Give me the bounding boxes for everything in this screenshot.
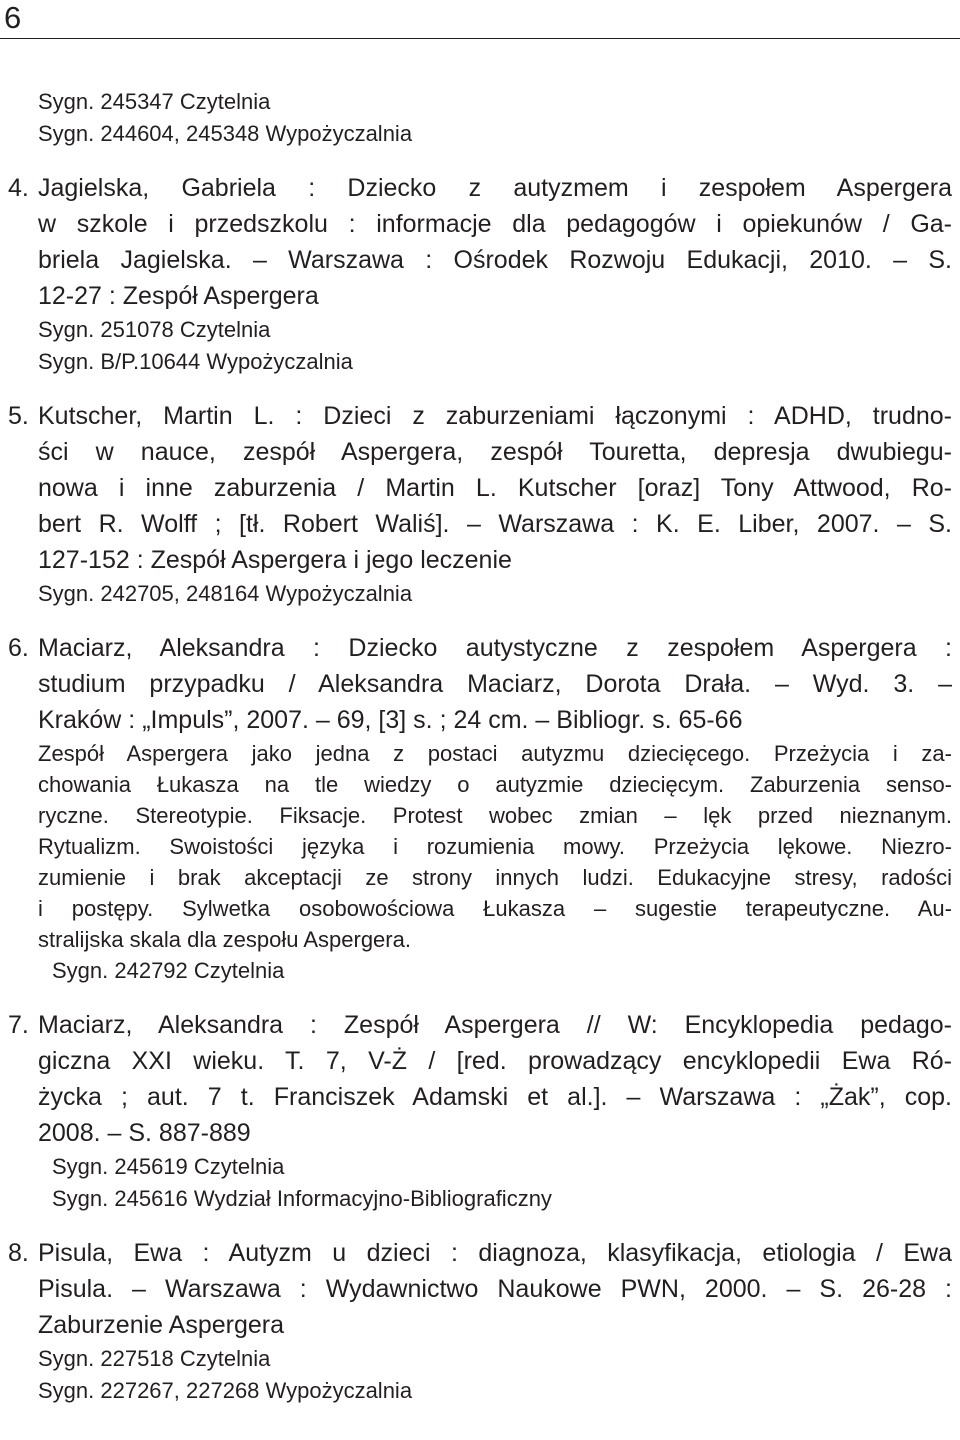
- signature-line: Sygn. 227518 Czytelnia: [38, 1346, 271, 1371]
- bibliography-list: [0, 86, 960, 1407]
- entry-number: 5.: [8, 402, 29, 430]
- entry-number: 4.: [8, 174, 29, 202]
- entry-text-line: Kutscher, Martin L. : Dzieci z zaburzeniami łączonymi : ADHD, trudno-: [38, 402, 952, 430]
- signature-line: Sygn. 251078 Czytelnia: [38, 317, 271, 342]
- entry-number: 7.: [8, 1011, 29, 1039]
- signature-line: Sygn. 245347 Czytelnia: [38, 89, 271, 114]
- entry-text-line: briela Jagielska. – Warszawa : Ośrodek Rozwoju Edukacji, 2010. – S.: [38, 246, 952, 274]
- annotation-line: zumienie i brak akceptacji ze strony innych ludzi. Edukacyjne stresy, radości: [38, 865, 952, 890]
- annotation-line: ryczne. Stereotypie. Fiksacje. Protest wobec zmian – lęk przed nieznanym.: [38, 803, 952, 828]
- entry-text-line: życka ; aut. 7 t. Franciszek Adamski et al.]. – Warszawa : „Żak”, cop.: [38, 1083, 952, 1111]
- entry-number: 8.: [8, 1239, 29, 1267]
- entry-number: 6.: [8, 634, 29, 662]
- annotation-line: Rytualizm. Swoistości języka i rozumienia mowy. Przeżycia lękowe. Niezro-: [38, 834, 952, 859]
- entry-text-line: nowa i inne zaburzenia / Martin L. Kutscher [oraz] Tony Attwood, Ro-: [38, 474, 952, 502]
- signature-line: Sygn. B/P.10644 Wypożyczalnia: [38, 349, 353, 374]
- entry-text-line: bert R. Wolff ; [tł. Robert Waliś]. – Warszawa : K. E. Liber, 2007. – S.: [38, 510, 952, 538]
- header-rule: [0, 38, 960, 39]
- bibliography-entry: [0, 630, 960, 738]
- signature-line: Sygn. 242705, 248164 Wypożyczalnia: [38, 581, 413, 606]
- entry-text-line: giczna XXI wieku. T. 7, V-Ż / [red. prowadzący encyklopedii Ewa Ró-: [38, 1047, 952, 1075]
- entry-text-line: w szkole i przedszkolu : informacje dla pedagogów i opiekunów / Ga-: [38, 210, 952, 238]
- entry-text-line: 12-27 : Zespół Aspergera: [38, 282, 319, 310]
- entry-text-line: Kraków : „Impuls”, 2007. – 69, [3] s. ; 24 cm. – Bibliogr. s. 65-66: [38, 706, 743, 734]
- entry-text-line: Pisula. – Warszawa : Wydawnictwo Naukowe PWN, 2000. – S. 26-28 :: [38, 1275, 952, 1303]
- bibliography-entry: [0, 170, 960, 314]
- entry-text-line: Maciarz, Aleksandra : Dziecko autystyczne z zespołem Aspergera :: [38, 634, 952, 662]
- entry-text-line: 2008. – S. 887-889: [38, 1119, 251, 1147]
- entry-text-line: Jagielska, Gabriela : Dziecko z autyzmem i zespołem Aspergera: [38, 174, 952, 202]
- entry-text-line: ści w nauce, zespół Aspergera, zespół Touretta, depresja dwubiegu-: [38, 438, 952, 466]
- entry-text-line: Zaburzenie Aspergera: [38, 1311, 284, 1339]
- annotation-line: Zespół Aspergera jako jedna z postaci autyzmu dziecięcego. Przeżycia i za-: [38, 741, 952, 766]
- signature-line: Sygn. 245619 Czytelnia: [52, 1154, 285, 1179]
- bibliography-entry: [0, 398, 960, 578]
- entry-text-line: Maciarz, Aleksandra : Zespół Aspergera // W: Encyklopedia pedago-: [38, 1011, 952, 1039]
- entry-annotation: [0, 738, 960, 955]
- bibliography-entry: [0, 1235, 960, 1343]
- signature-line: Sygn. 227267, 227268 Wypożyczalnia: [38, 1378, 413, 1403]
- signature-line: Sygn. 242792 Czytelnia: [52, 958, 285, 983]
- annotation-line: stralijska skala dla zespołu Aspergera.: [38, 927, 411, 952]
- annotation-line: chowania Łukasza na tle wiedzy o autyzmie dziecięcym. Zaburzenia senso-: [38, 772, 952, 797]
- page-number: 6: [4, 0, 22, 35]
- signature-line: Sygn. 244604, 245348 Wypożyczalnia: [38, 121, 413, 146]
- bibliography-entry: [0, 1007, 960, 1151]
- entry-text-line: 127-152 : Zespół Aspergera i jego leczenie: [38, 546, 512, 574]
- annotation-line: i postępy. Sylwetka osobowościowa Łukasza – sugestie terapeutyczne. Au-: [38, 896, 952, 921]
- signature-line: Sygn. 245616 Wydział Informacyjno-Bibliograficzny: [52, 1186, 552, 1211]
- entry-text-line: studium przypadku / Aleksandra Maciarz, Dorota Drała. – Wyd. 3. –: [38, 670, 952, 698]
- entry-text-line: Pisula, Ewa : Autyzm u dzieci : diagnoza, klasyfikacja, etiologia / Ewa: [38, 1239, 952, 1267]
